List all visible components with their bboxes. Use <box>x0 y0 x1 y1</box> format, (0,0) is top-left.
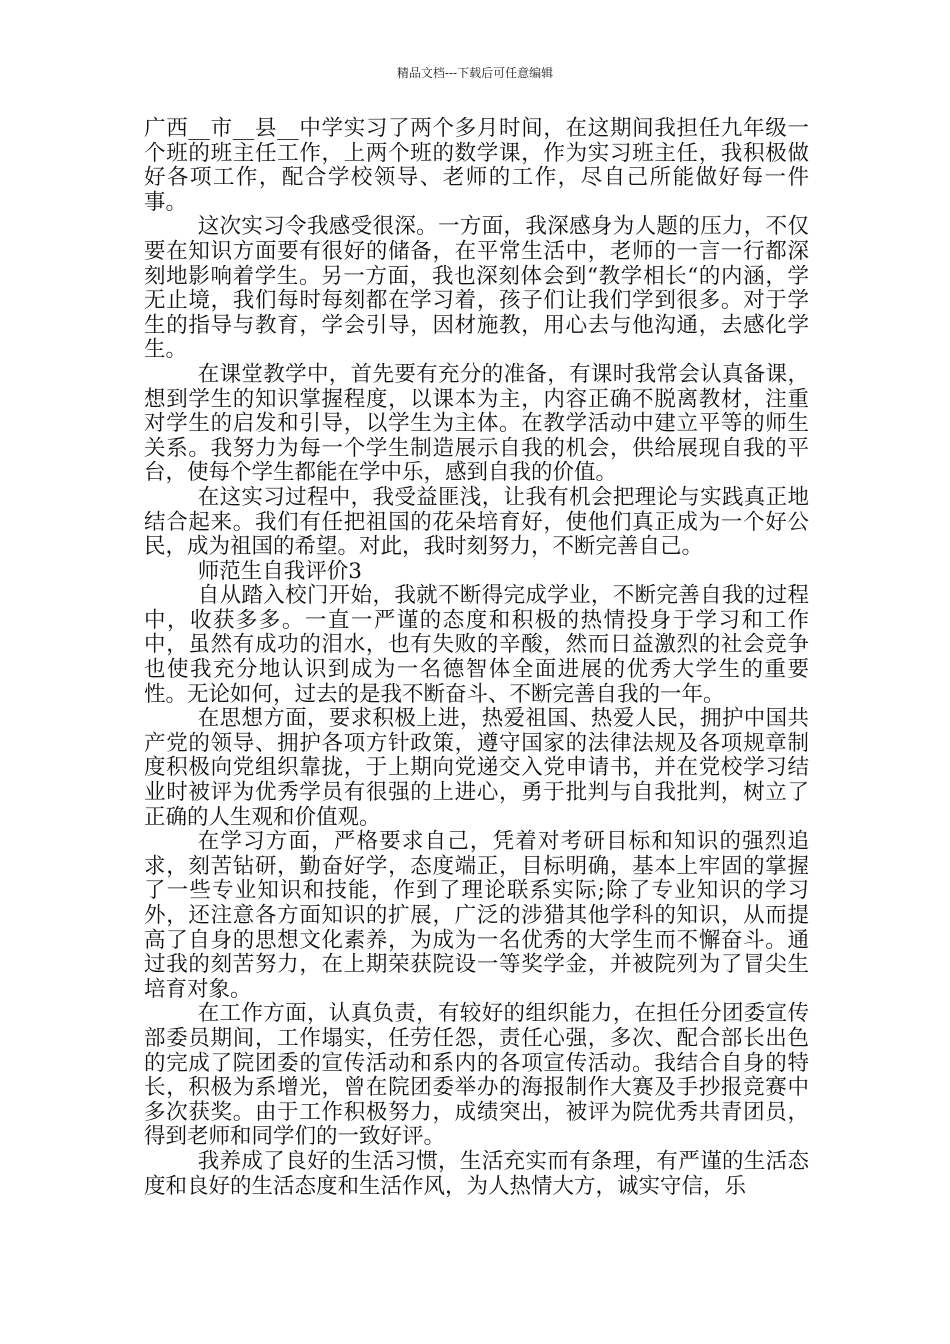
paragraph: 在思想方面，要求积极上进，热爱祖国、热爱人民，拥护中国共产党的领导、拥护各项方针政策，遵守国家的法律法规及各项规章制度积极向党组织靠拢，于上期向党递交入党申请书，并在党校学习结业时被评为优秀学员有很强的上进心，勇于批判与自我批判，树立了正确的人生观和价值观。 <box>144 706 809 830</box>
paragraph: 自从踏入校门开始，我就不断得完成学业，不断完善自我的过程中，收获多多。一直一严谨的态度和积极的热情投身于学习和工作中，虽然有成功的泪水，也有失败的辛酸，然而日益激烈的社会竞争也使我充分地认识到成为一名德智体全面进展的优秀大学生的重要性。无论如何，过去的是我不断奋斗、不断完善自我的一年。 <box>144 583 809 707</box>
paragraph: 在工作方面，认真负责，有较好的组织能力，在担任分团委宣传部委员期间，工作塌实，任劳任怨，责任心强，多次、配合部长出色的完成了院团委的宣传活动和系内的各项宣传活动。我结合自身的特长，积极为系增光，曾在院团委举办的海报制作大赛及手抄报竞赛中多次获奖。由于工作积极努力，成绩突出，被评为院优秀共青团员，得到老师和同学们的一致好评。 <box>144 1001 809 1150</box>
paragraph: 我养成了良好的生活习惯，生活充实而有条理，有严谨的生活态度和良好的生活态度和生活作风，为人热情大方，诚实守信，乐 <box>144 1148 809 1199</box>
paragraph: 在这实习过程中，我受益匪浅，让我有机会把理论与实践真正地结合起来。我们有任把祖国的花朵培育好，使他们真正成为一个好公民，成为祖国的希望。对此，我时刻努力，不断完善自己。 <box>144 484 809 560</box>
page-header: 精品文档---下载后可任意编辑 <box>396 66 554 80</box>
document-body <box>144 117 809 1199</box>
paragraph: 广西__市__县__中学实习了两个多月时间，在这期间我担任九年级一个班的班主任工作，上两个班的数学课，作为实习班主任，我积极做好各项工作，配合学校领导、老师的工作，尽自己所能做好每一件事。 <box>144 116 809 215</box>
section-heading: 师范生自我评价3 <box>197 558 362 584</box>
paragraph: 在学习方面，严格要求自己，凭着对考研目标和知识的强烈追求，刻苦钻研，勤奋好学，态度端正，目标明确，基本上牢固的掌握了一些专业知识和技能，作到了理论联系实际;除了专业知识的学习外，还注意各方面知识的扩展，广泛的涉猎其他学科的知识，从而提高了自身的思想文化素养，为成为一名优秀的大学生而不懈奋斗。通过我的刻苦努力，在上期荣获院设一等奖学金，并被院列为了冒尖生培育对象。 <box>144 829 809 1002</box>
paragraph: 在课堂教学中，首先要有充分的准备，有课时我常会认真备课，想到学生的知识掌握程度，以课本为主，内容正确不脱离教材，注重对学生的启发和引导，以学生为主体。在教学活动中建立平等的师生关系。我努力为每一个学生制造展示自我的机会，供给展现自我的平台，使每个学生都能在学中乐，感到自我的价值。 <box>144 361 809 486</box>
paragraph: 这次实习令我感受很深。一方面，我深感身为人题的压力，不仅要在知识方面要有很好的储备，在平常生活中，老师的一言一行都深刻地影响着学生。另一方面，我也深刻体会到“教学相长“的内涵，学无止境，我们每时每刻都在学习着，孩子们让我们学到很多。对于学生的指导与教育，学会引导，因材施教，用心去与他沟通，去感化学生。 <box>144 214 809 363</box>
